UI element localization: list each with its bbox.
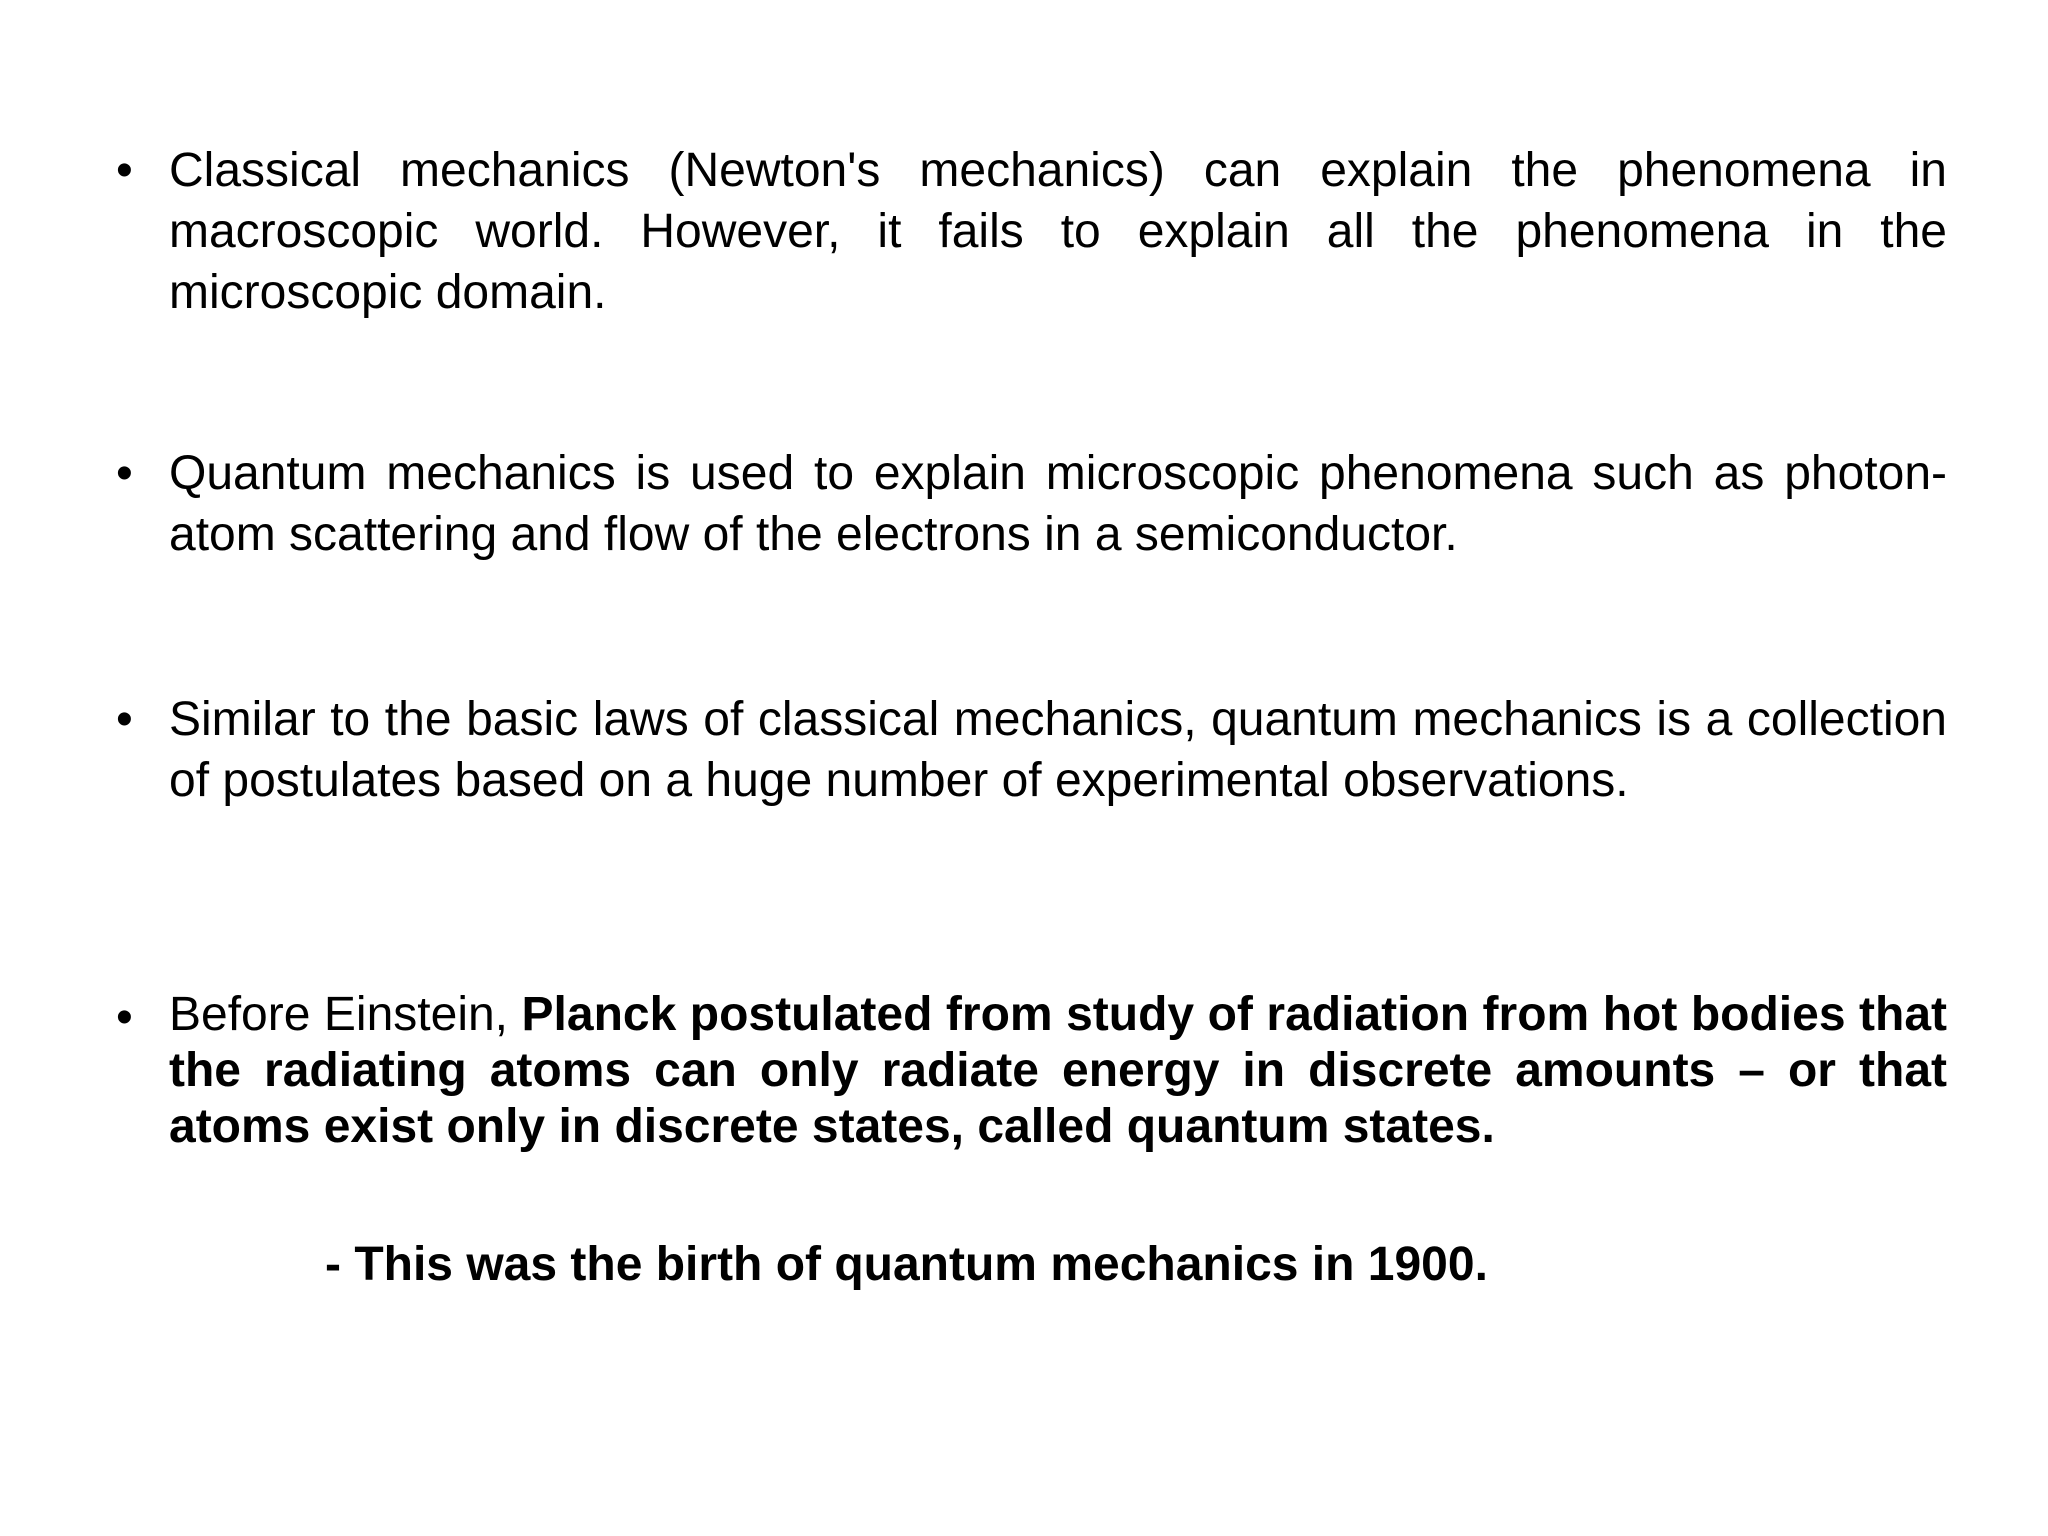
bullet-marker: • <box>116 991 133 1044</box>
bullet-text: Quantum mechanics is used to explain microscopic phenomena such as photon-atom scattering and flow of the electrons in a semiconductor. <box>169 447 1947 561</box>
bullet-marker: • <box>116 144 133 197</box>
bullet-marker: • <box>116 693 133 746</box>
bullet-text-bold: Planck postulated from study of radiation from hot bodies that the radiating atoms can only radiate energy in discrete amounts – or that atoms exist only in discrete states, called quantum states. <box>169 988 1947 1153</box>
bullet-text <box>169 987 1947 1155</box>
bullet-text: Classical mechanics (Newton's mechanics) can explain the phenomena in macroscopic world. However, it fails to explain all the phenomena in the microscopic domain. <box>169 144 1947 319</box>
bullet-text-plain: Before Einstein, <box>169 988 522 1041</box>
conclusion-text: - This was the birth of quantum mechanics in 1900. <box>325 1238 1488 1291</box>
bullet-text: Similar to the basic laws of classical mechanics, quantum mechanics is a collection of postulates based on a huge number of experimental observations. <box>169 693 1947 807</box>
bullet-marker: • <box>116 447 133 500</box>
